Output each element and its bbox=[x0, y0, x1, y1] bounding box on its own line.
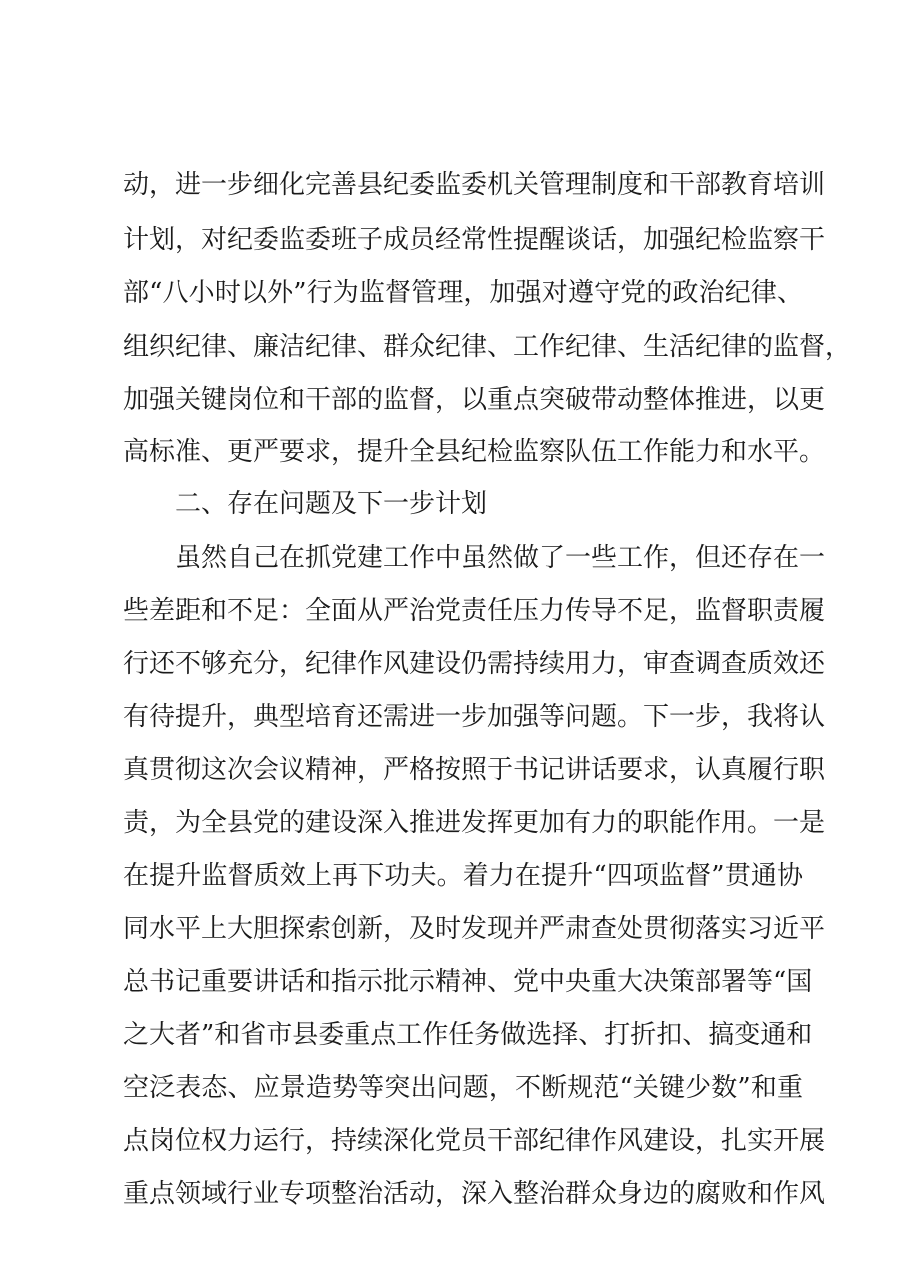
paragraph-2-line: 虽然自己在抓党建工作中虽然做了一些工作，但还存在一 bbox=[175, 543, 826, 573]
paragraph-2-line: 行还不够充分，纪律作风建设仍需持续用力，审查调查质效还 bbox=[123, 649, 826, 679]
paragraph-1-line: 计划，对纪委监委班子成员经常性提醒谈话，加强纪检监察干 bbox=[123, 225, 826, 255]
paragraph-2-line: 有待提升，典型培育还需进一步加强等问题。下一步，我将认 bbox=[123, 702, 826, 732]
paragraph-1-line: 动，进一步细化完善县纪委监委机关管理制度和干部教育培训 bbox=[123, 170, 826, 200]
paragraph-2-line: 总书记重要讲话和指示批示精神、党中央重大决策部署等“国 bbox=[123, 967, 813, 997]
paragraph-2-line: 点岗位权力运行，持续深化党员干部纪律作风建设，扎实开展 bbox=[123, 1126, 826, 1156]
paragraph-2-line: 些差距和不足：全面从严治党责任压力传导不足，监督职责履 bbox=[123, 596, 826, 626]
paragraph-2-line: 同水平上大胆探索创新，及时发现并严肃查处贯彻落实习近平 bbox=[123, 914, 826, 944]
paragraph-1-line: 部“八小时以外”行为监督管理，加强对遵守党的政治纪律、 bbox=[123, 278, 803, 308]
paragraph-1-line: 高标准、更严要求，提升全县纪检监察队伍工作能力和水平。 bbox=[123, 437, 826, 467]
paragraph-2-line: 真贯彻这次会议精神，严格按照于书记讲话要求，认真履行职 bbox=[123, 755, 826, 785]
paragraph-1-line: 加强关键岗位和干部的监督，以重点突破带动整体推进，以更 bbox=[123, 385, 826, 415]
paragraph-2-line: 空泛表态、应景造势等突出问题，不断规范“关键少数”和重 bbox=[123, 1073, 803, 1103]
paragraph-2-line: 责，为全县党的建设深入推进发挥更加有力的职能作用。一是 bbox=[123, 808, 826, 838]
section-heading: 二、存在问题及下一步计划 bbox=[175, 489, 488, 519]
paragraph-2-line: 之大者”和省市县委重点工作任务做选择、打折扣、搞变通和 bbox=[123, 1020, 813, 1050]
paragraph-2-line: 在提升监督质效上再下功夫。着力在提升“四项监督”贯通协 bbox=[123, 861, 803, 891]
paragraph-1-line: 组织纪律、廉洁纪律、群众纪律、工作纪律、生活纪律的监督， bbox=[123, 332, 852, 362]
paragraph-2-line: 重点领域行业专项整治活动，深入整治群众身边的腐败和作风 bbox=[123, 1179, 826, 1209]
